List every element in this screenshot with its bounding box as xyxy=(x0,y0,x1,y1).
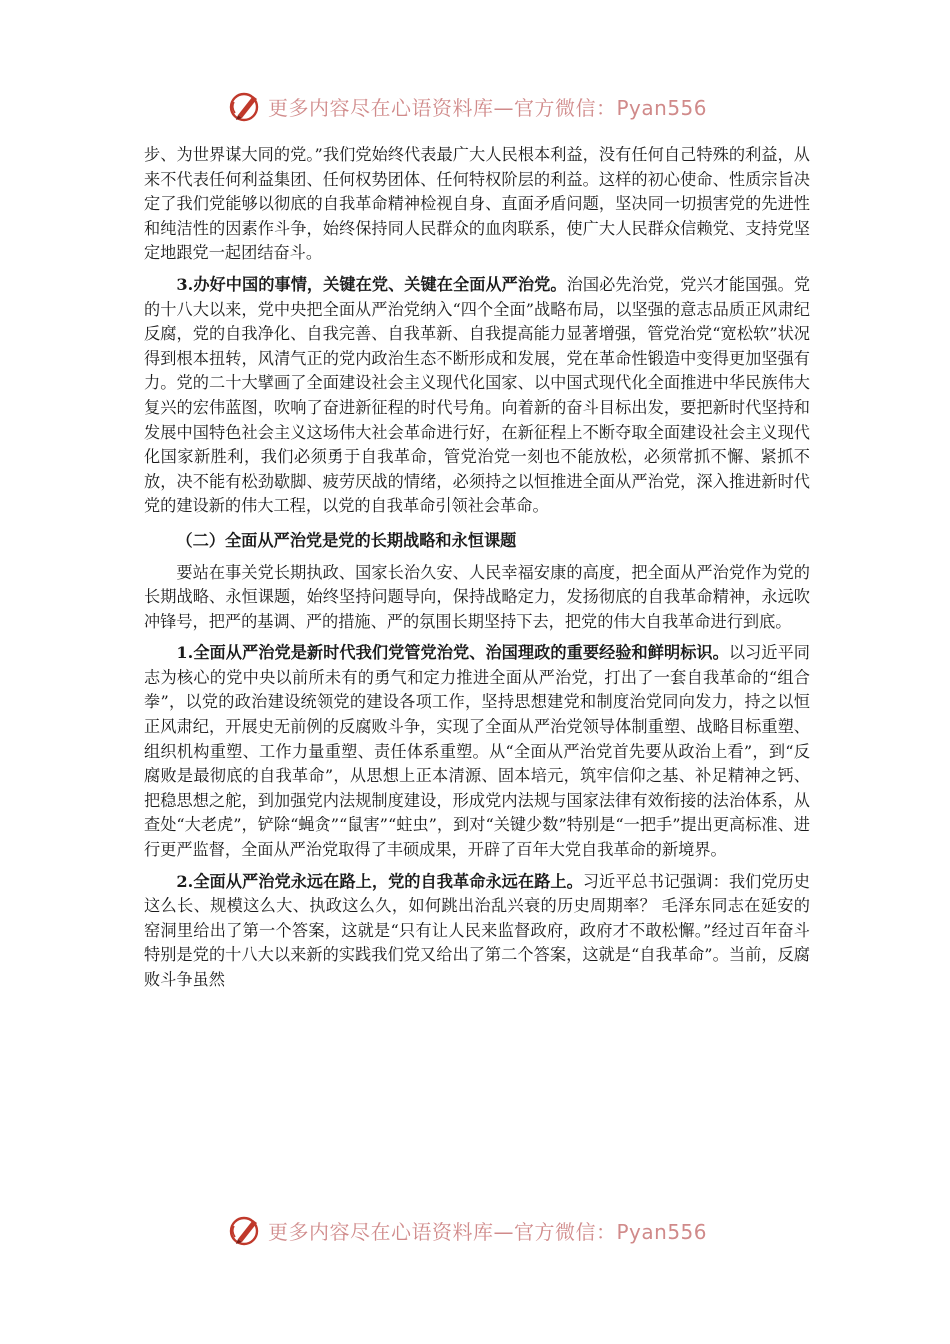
document-body xyxy=(144,143,810,993)
paragraph-text: 要站在事关党长期执政、国家长治久安、人民幸福安康的高度，把全面从严治党作为党的长期战略、永恒课题，始终坚持问题导向，保持战略定力，发扬彻底的自我革命精神，永远吹冲锋号，把严的基调、严的措施、严的氛围长期坚持下去，把党的伟大自我革命进行到底。 xyxy=(144,562,810,631)
paragraph-text: 治国必先治党，党兴才能国强。党的十八大以来，党中央把全面从严治党纳入“四个全面”战略布局，以坚强的意志品质正风肃纪反腐，党的自我净化、自我完善、自我革新、自我提高能力显著增强，管党治党“宽松软”状况得到根本扭转，风清气正的党内政治生态不断形成和发展，党在革命性锻造中变得更加坚强有力。党的二十大擘画了全面建设社会主义现代化国家、以中国式现代化全面推进中华民族伟大复兴的宏伟蓝图，吹响了奋进新征程的时代号角。向着新的奋斗目标出发，要把新时代坚持和发展中国特色社会主义这场伟大社会革命进行好，在新征程上不断夺取全面建设社会主义现代化国家新胜利，我们必须勇于自我革命，管党治党一刻也不能放松，必须常抓不懈、紧抓不放，决不能有松劲歇脚、疲劳厌战的情绪，必须持之以恒推进全面从严治党，深入推进新时代党的建设新的伟大工程，以党的自我革命引领社会革命。 xyxy=(144,274,811,516)
section-heading: （二）全面从严治党是党的长期战略和永恒课题 xyxy=(176,530,517,550)
paragraph-text: 以习近平同志为核心的党中央以前所未有的勇气和定力推进全面从严治党，打出了一套自我革命的“组合拳”，以党的政治建设统领党的建设各项工作，坚持思想建党和制度治党同向发力，持之以恒正风肃纪，开展史无前例的反腐败斗争，实现了全面从严治党领导体制重塑、战略目标重塑、组织机构重塑、工作力量重塑、责任体系重塑。从“全面从严治党首先要从政治上看”，到“反腐败是最彻底的自我革命”，从思想上正本清源、固本培元，筑牢信仰之基、补足精神之钙、把稳思想之舵，到加强党内法规制度建设，形成党内法规与国家法律有效衔接的法治体系，从查处“大老虎”，铲除“蝇贪”“鼠害”“蛀虫”，到对“关键少数”特别是“一把手”提出更高标准、进行更严监督，全面从严治党取得了丰硕成果，开辟了百年大党自我革命的新境界。 xyxy=(144,643,810,860)
paragraph-text: 习近平总书记强调：我们党历史这么长、规模这么大、执政这么久，如何跳出治乱兴衰的历史周期率？ 毛泽东同志在延安的窑洞里给出了第一个答案，这就是“只有让人民来监督政府，政府才不敢松懈。”经过百年奋斗特别是党的十八大以来新的实践我们党又给出了第二个答案，这就是“自我革命”。当前，反腐败斗争虽然 xyxy=(144,871,810,989)
paragraph-continuation xyxy=(144,143,810,266)
paragraph-intro xyxy=(144,561,810,635)
footer-banner-text: 更多内容尽在心语资料库—官方微信：Pyan556 xyxy=(268,1219,708,1244)
paragraph-lead: 2.全面从严治党永远在路上，党的自我革命永远在路上。 xyxy=(176,871,583,891)
paragraph-point-2 xyxy=(144,870,810,993)
pen-logo-icon xyxy=(228,1212,264,1248)
footer-banner xyxy=(228,1210,707,1250)
paragraph-point-1 xyxy=(144,641,810,862)
paragraph-point-3 xyxy=(144,273,810,519)
paragraph-lead: 1.全面从严治党是新时代我们党管党治党、治国理政的重要经验和鲜明标识。 xyxy=(176,643,729,663)
paragraph-text: 步、为世界谋大同的党。”我们党始终代表最广大人民根本利益，没有任何自己特殊的利益，从来不代表任何利益集团、任何权势团体、任何特权阶层的利益。这样的初心使命、性质宗旨决定了我们党能够以彻底的自我革命精神检视自身、直面矛盾问题，坚决同一切损害党的先进性和纯洁性的因素作斗争，始终保持同人民群众的血肉联系，使广大人民群众信赖党、支持党坚定地跟党一起团结奋斗。 xyxy=(144,145,810,263)
header-banner-text: 更多内容尽在心语资料库—官方微信：Pyan556 xyxy=(268,95,708,120)
paragraph-lead: 3.办好中国的事情，关键在党、关键在全面从严治党。 xyxy=(176,274,567,294)
header-banner xyxy=(228,86,707,126)
pen-logo-icon xyxy=(228,88,264,124)
